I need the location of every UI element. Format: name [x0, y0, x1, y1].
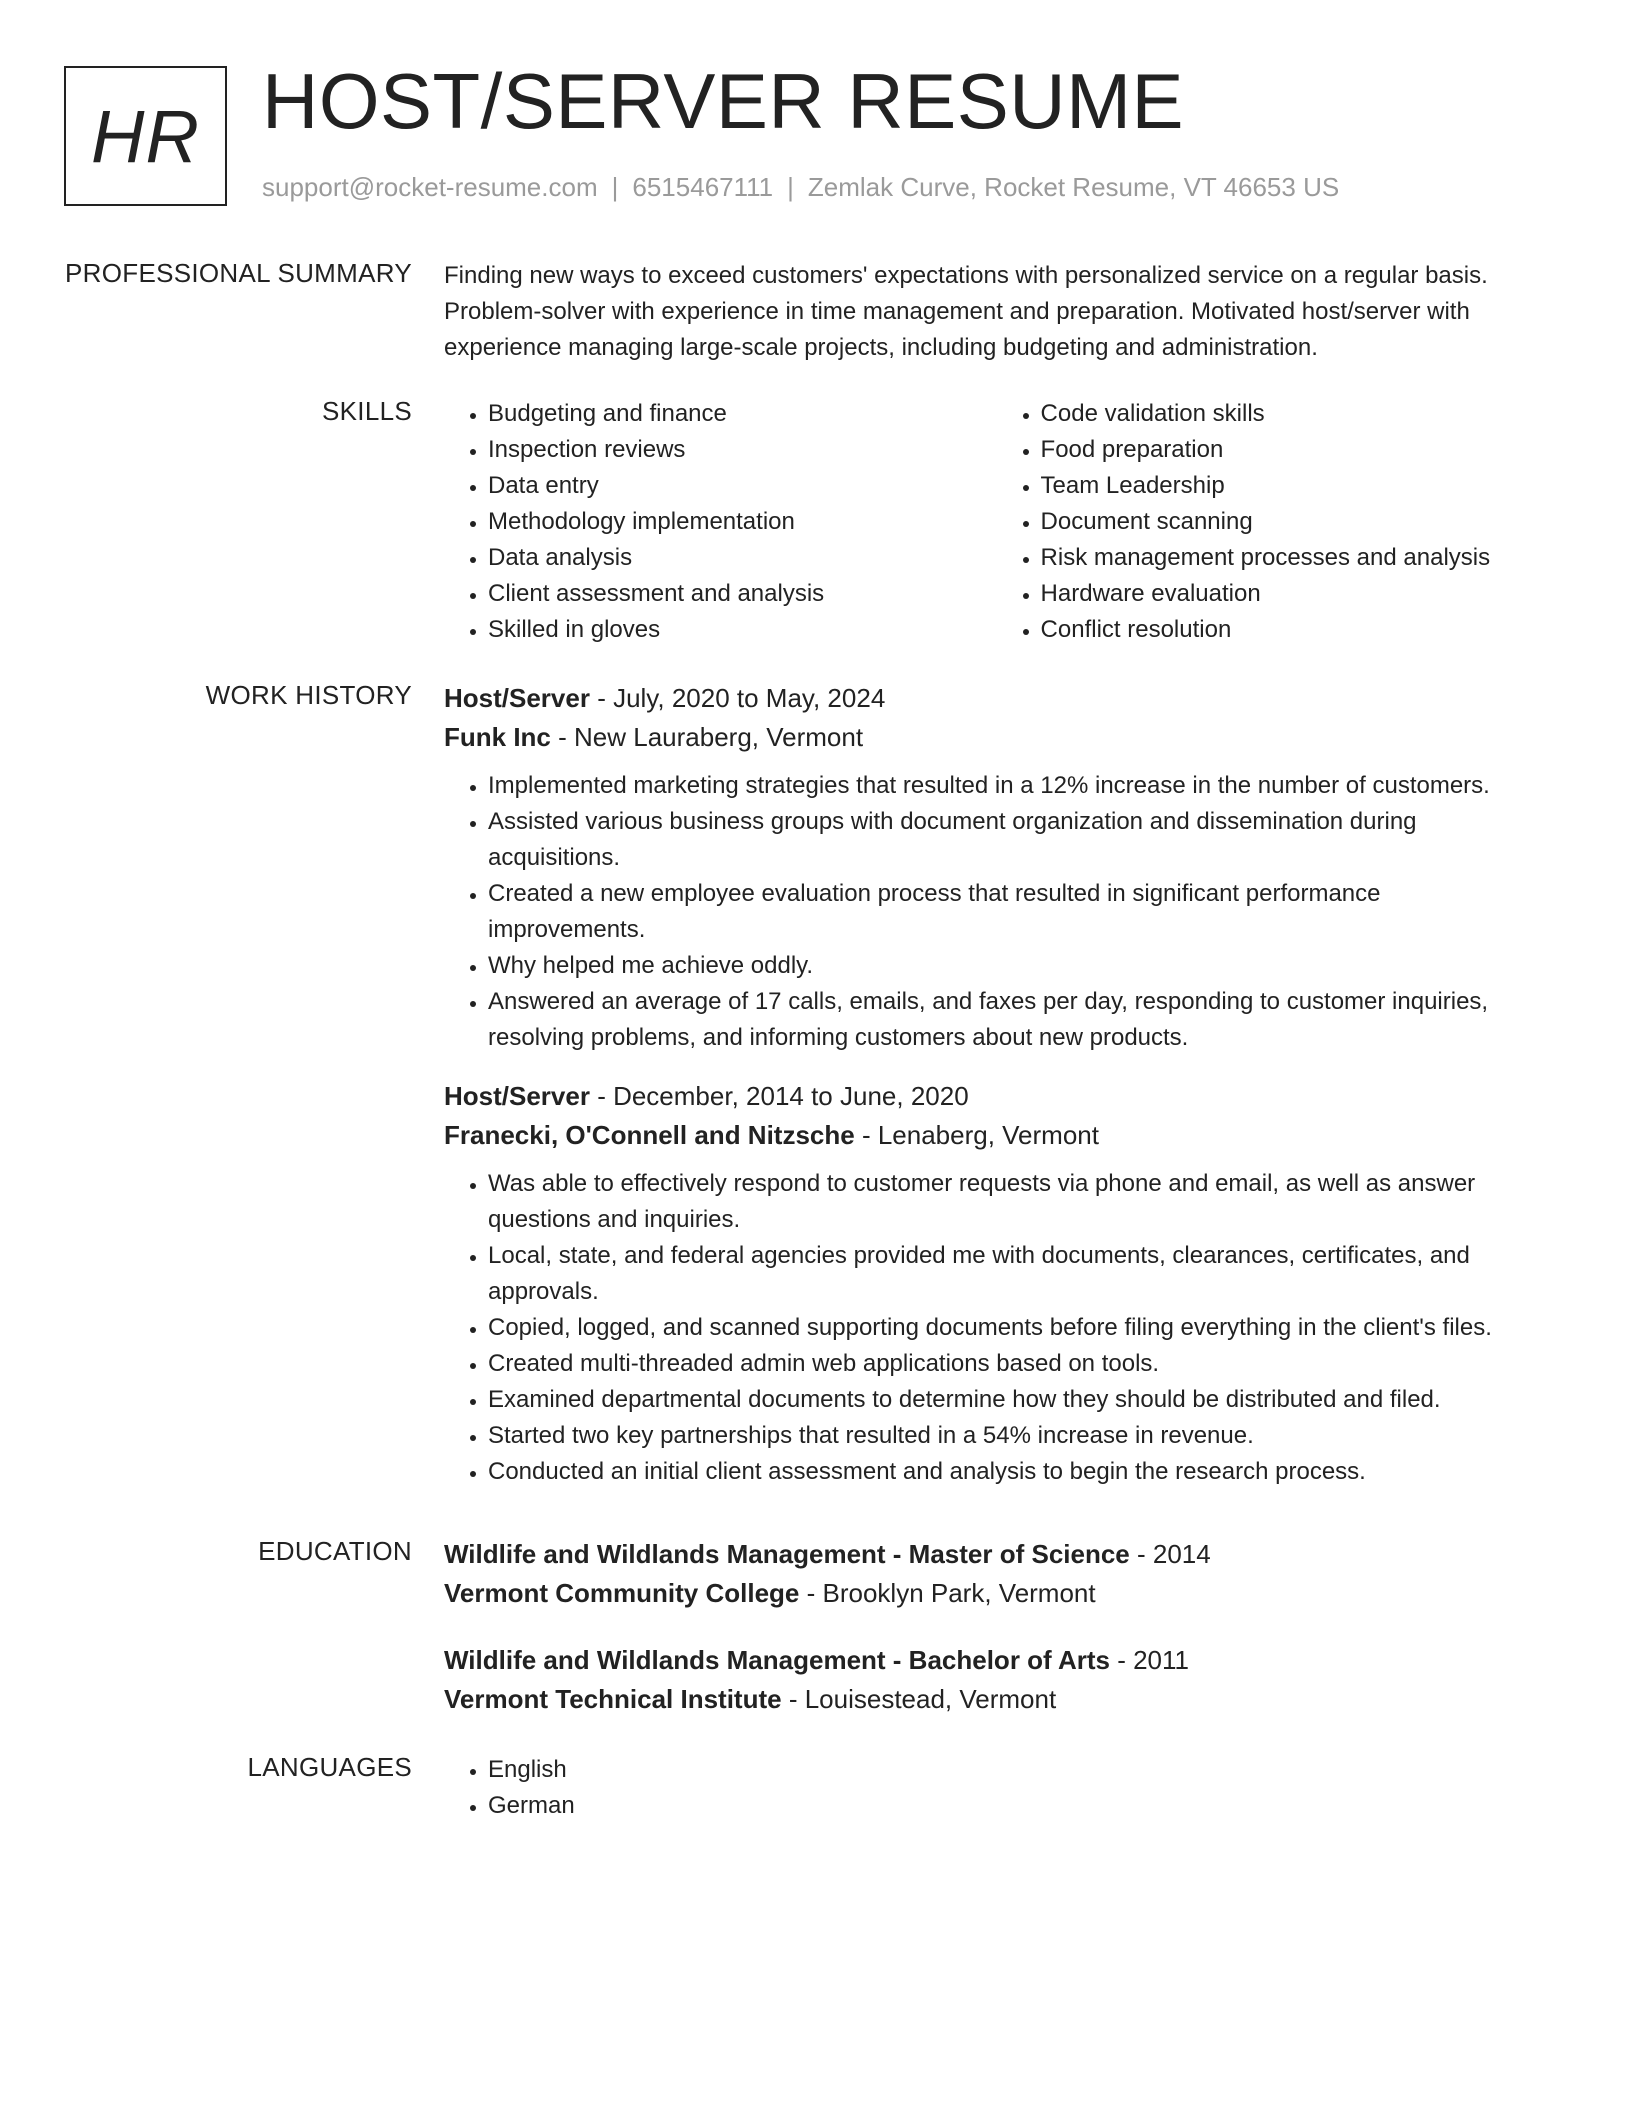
- section-label-summary: PROFESSIONAL SUMMARY: [65, 258, 412, 288]
- education-degree-line: [444, 1642, 1524, 1678]
- job-location: - New Lauraberg, Vermont: [550, 722, 864, 752]
- job-dates: - December, 2014 to June, 2020: [589, 1081, 969, 1111]
- contact-email[interactable]: support@rocket-resume.com: [262, 172, 598, 202]
- language-item: • German: [488, 1788, 1524, 1824]
- section-label-skills: SKILLS: [322, 396, 412, 426]
- education-location: - Brooklyn Park, Vermont: [799, 1578, 1096, 1608]
- list-item: • Copied, logged, and scanned supporting documents before filing everything in the client's files.: [488, 1310, 1524, 1346]
- skill-item: • Budgeting and finance: [488, 396, 997, 432]
- skill-item: • Document scanning: [1041, 504, 1524, 540]
- skills-list-right: [997, 396, 1524, 648]
- education-entry: [444, 1642, 1524, 1718]
- education-school-line: [444, 1574, 1524, 1612]
- education-school: Vermont Technical Institute: [444, 1684, 782, 1714]
- list-item: • Implemented marketing strategies that resulted in a 12% increase in the number of customers.: [488, 768, 1524, 804]
- job-title-line: [444, 680, 1524, 716]
- skill-item: • Hardware evaluation: [1041, 576, 1524, 612]
- contact-separator: |: [787, 172, 794, 202]
- job-bullets: [444, 1166, 1524, 1490]
- skill-item: • Data entry: [488, 468, 997, 504]
- job-location: - Lenaberg, Vermont: [854, 1120, 1099, 1150]
- skill-item: • Data analysis: [488, 540, 997, 576]
- list-item: • Examined departmental documents to determine how they should be distributed and filed.: [488, 1382, 1524, 1418]
- education-entry: [444, 1536, 1524, 1612]
- list-item: • Created multi-threaded admin web applications based on tools.: [488, 1346, 1524, 1382]
- skill-item: • Code validation skills: [1041, 396, 1524, 432]
- job-title-line: [444, 1078, 1524, 1114]
- list-item: • Created a new employee evaluation process that resulted in significant performance improvements.: [488, 876, 1524, 948]
- skill-item: • Inspection reviews: [488, 432, 997, 468]
- summary-text: Finding new ways to exceed customers' expectations with personalized service on a regular basis. Problem-solver with experience in time management and preparation. Motivated host/server with experience managing large-scale projects, including budgeting and administration.: [444, 262, 1488, 361]
- list-item: • Conducted an initial client assessment and analysis to begin the research process.: [488, 1454, 1524, 1490]
- section-label-education: EDUCATION: [258, 1536, 412, 1566]
- contact-separator: |: [611, 172, 619, 202]
- skill-item: • Conflict resolution: [1041, 612, 1524, 648]
- list-item: • Was able to effectively respond to customer requests via phone and email, as well as answer questions and inquiries.: [488, 1166, 1524, 1238]
- education-school-line: [444, 1680, 1524, 1718]
- job-dates: - July, 2020 to May, 2024: [589, 683, 886, 713]
- education-degree: Wildlife and Wildlands Management - Bachelor of Arts: [444, 1645, 1110, 1675]
- contact-address: Zemlak Curve, Rocket Resume, VT 46653 US: [807, 172, 1340, 202]
- list-item: • Answered an average of 17 calls, emails, and faxes per day, responding to customer inquiries, resolving problems, and informing customers about new products.: [488, 984, 1524, 1056]
- skill-item: • Client assessment and analysis: [488, 576, 997, 612]
- list-item: • Assisted various business groups with document organization and dissemination during acquisitions.: [488, 804, 1524, 876]
- education-degree: Wildlife and Wildlands Management - Master of Science: [444, 1539, 1130, 1569]
- job-company: Franecki, O'Connell and Nitzsche: [444, 1120, 855, 1150]
- skill-item: • Team Leadership: [1041, 468, 1524, 504]
- job-company: Funk Inc: [444, 722, 551, 752]
- job-title: Host/Server: [444, 683, 590, 713]
- education-year: - 2011: [1109, 1645, 1189, 1675]
- contact-line: [262, 172, 1339, 203]
- education-location: - Louisestead, Vermont: [781, 1684, 1057, 1714]
- skill-item: • Skilled in gloves: [488, 612, 997, 648]
- resume-title: HOST/SERVER RESUME: [262, 57, 1185, 145]
- skills-list-left: [444, 396, 997, 648]
- job-bullets: [444, 768, 1524, 1056]
- contact-phone[interactable]: 6515467111: [632, 172, 774, 202]
- job-title: Host/Server: [444, 1081, 590, 1111]
- education-degree-line: [444, 1536, 1524, 1572]
- job-entry: [444, 1078, 1524, 1490]
- skill-item: • Methodology implementation: [488, 504, 997, 540]
- job-company-line: [444, 718, 1524, 756]
- language-item: • English: [488, 1752, 1524, 1788]
- job-entry: [444, 680, 1524, 1056]
- list-item: • Started two key partnerships that resulted in a 54% increase in revenue.: [488, 1418, 1524, 1454]
- skill-item: • Risk management processes and analysis: [1041, 540, 1524, 576]
- job-company-line: [444, 1116, 1524, 1154]
- languages-list: [444, 1752, 1524, 1824]
- section-label-work: WORK HISTORY: [205, 680, 412, 710]
- monogram-logo: [64, 66, 227, 206]
- skill-item: • Food preparation: [1041, 432, 1524, 468]
- section-label-languages: LANGUAGES: [247, 1752, 412, 1782]
- education-year: - 2014: [1129, 1539, 1211, 1569]
- monogram-initials: HR: [91, 94, 200, 178]
- list-item: • Local, state, and federal agencies provided me with documents, clearances, certificates, and approvals.: [488, 1238, 1524, 1310]
- list-item: • Why helped me achieve oddly.: [488, 948, 1524, 984]
- education-school: Vermont Community College: [444, 1578, 800, 1608]
